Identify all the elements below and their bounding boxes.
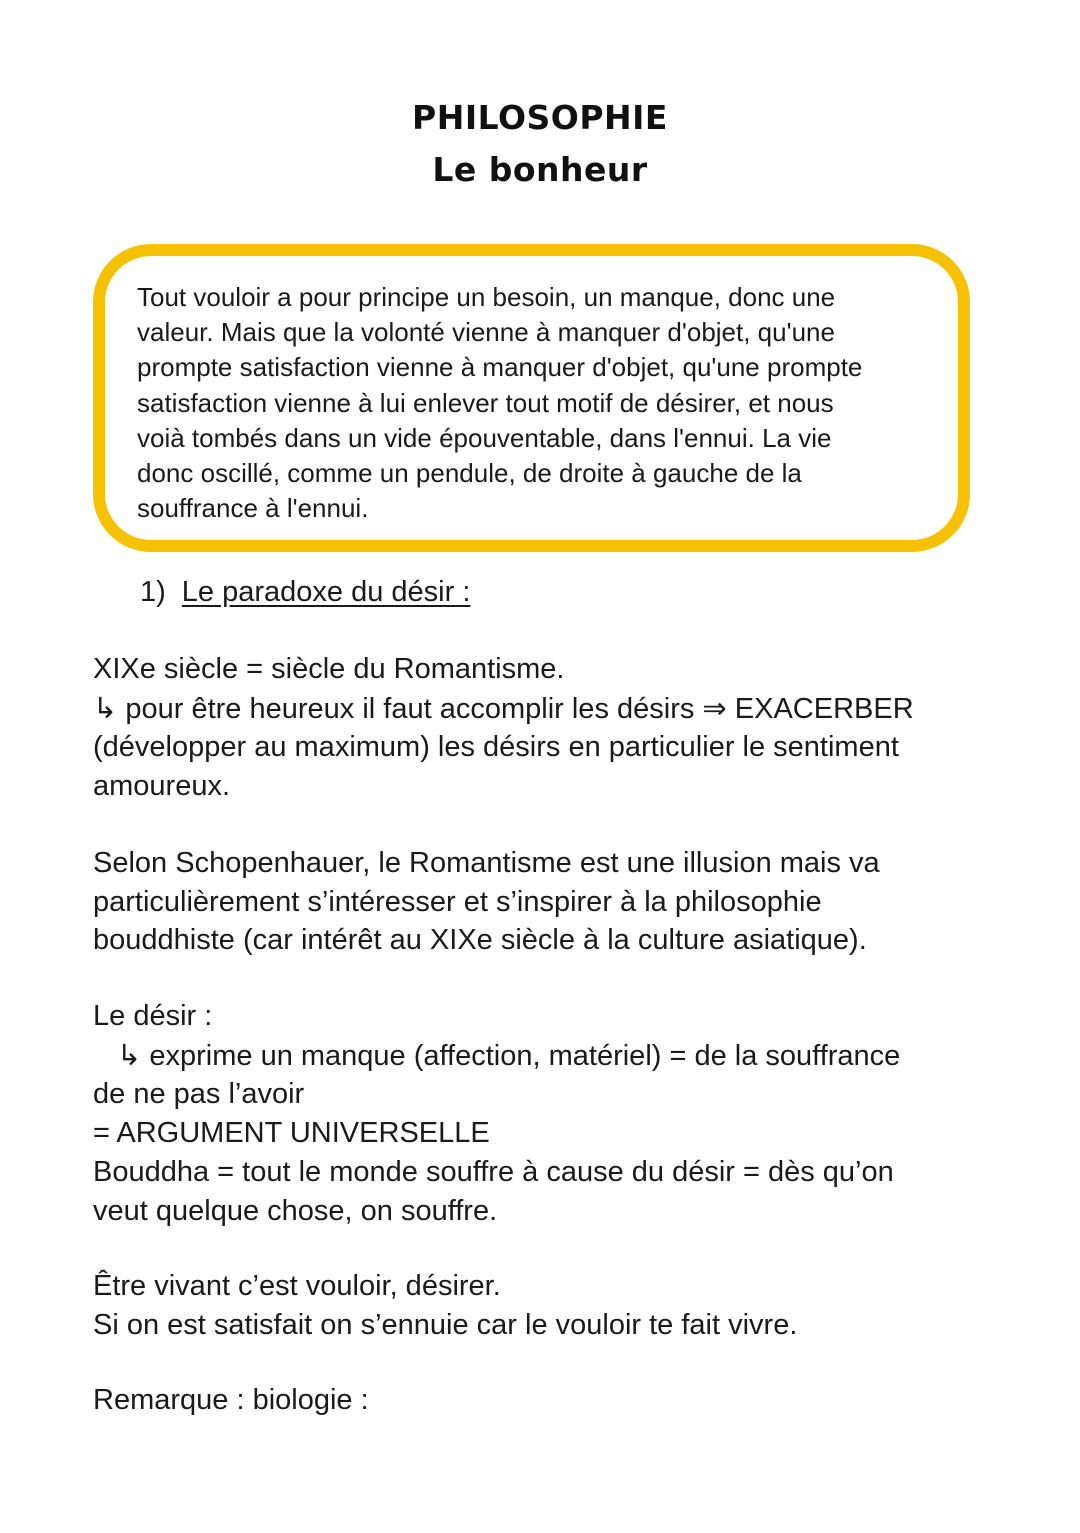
paragraph-desir — [93, 997, 993, 1230]
text-line: de ne pas l’avoir — [93, 1078, 305, 1111]
quote-line: valeur. Mais que la volonté vienne à manquer d'objet, qu'une — [137, 317, 835, 348]
text-line: bouddhiste (car intérêt au XIXe siècle à la culture asiatique). — [93, 924, 867, 957]
text-line: Être vivant c’est vouloir, désirer. — [93, 1270, 501, 1302]
page-subtitle: Le bonheur — [432, 150, 648, 189]
quote-line: souffrance à l'ennui. — [137, 493, 369, 524]
paragraph-romantisme — [93, 650, 993, 806]
text-fragment: exprime un manque (affection, matériel) = de la souffrance — [141, 1039, 901, 1072]
page-title: PHILOSOPHIE — [412, 98, 668, 137]
quote-line: prompte satisfaction vienne à manquer d'objet, qu'une prompte — [137, 352, 863, 383]
section-label: Le paradoxe du désir : — [181, 576, 471, 608]
text-line: Selon Schopenhauer, le Romantisme est une illusion mais va — [93, 847, 880, 879]
text-line: Remarque : biologie : — [93, 1384, 369, 1416]
paragraph-schopenhauer — [93, 844, 993, 960]
down-right-arrow-icon: ↳ — [117, 1037, 142, 1072]
text-fragment: pour être heureux il faut accomplir les désirs ⇒ EXACERBER — [117, 692, 914, 725]
down-right-arrow-icon: ↳ — [93, 690, 118, 725]
text-line: Bouddha = tout le monde souffre à cause du désir = dès qu’on — [93, 1155, 894, 1188]
paragraph-remarque — [93, 1381, 993, 1420]
text-line: = ARGUMENT UNIVERSELLE — [93, 1117, 490, 1150]
text-line: particulièrement s’intéresser et s’inspirer à la philosophie — [93, 885, 822, 918]
text-line: XIXe siècle = siècle du Romantisme. — [93, 653, 565, 685]
paragraph-vouloir — [93, 1267, 993, 1344]
text-line — [93, 1036, 993, 1076]
text-line: amoureux. — [93, 770, 231, 803]
text-line: (développer au maximum) les désirs en particulier le sentiment — [93, 731, 899, 764]
quote-text — [137, 280, 947, 526]
quote-line: donc oscillé, comme un pendule, de droite à gauche de la — [137, 458, 802, 489]
section-number: 1) — [140, 576, 166, 608]
text-line: Si on est satisfait on s’ennuie car le vouloir te fait vivre. — [93, 1308, 798, 1341]
quote-line: voià tombés dans un vide épouventable, dans l'ennui. La vie — [137, 422, 832, 453]
section-heading — [140, 576, 470, 609]
quote-line: Tout vouloir a pour principe un besoin, un manque, donc une — [137, 282, 836, 312]
text-line: veut quelque chose, on souffre. — [93, 1194, 498, 1227]
text-line: Le désir : — [93, 1000, 213, 1032]
text-line — [93, 689, 993, 729]
quote-line: satisfaction vienne à lui enlever tout motif de désirer, et nous — [137, 387, 834, 418]
